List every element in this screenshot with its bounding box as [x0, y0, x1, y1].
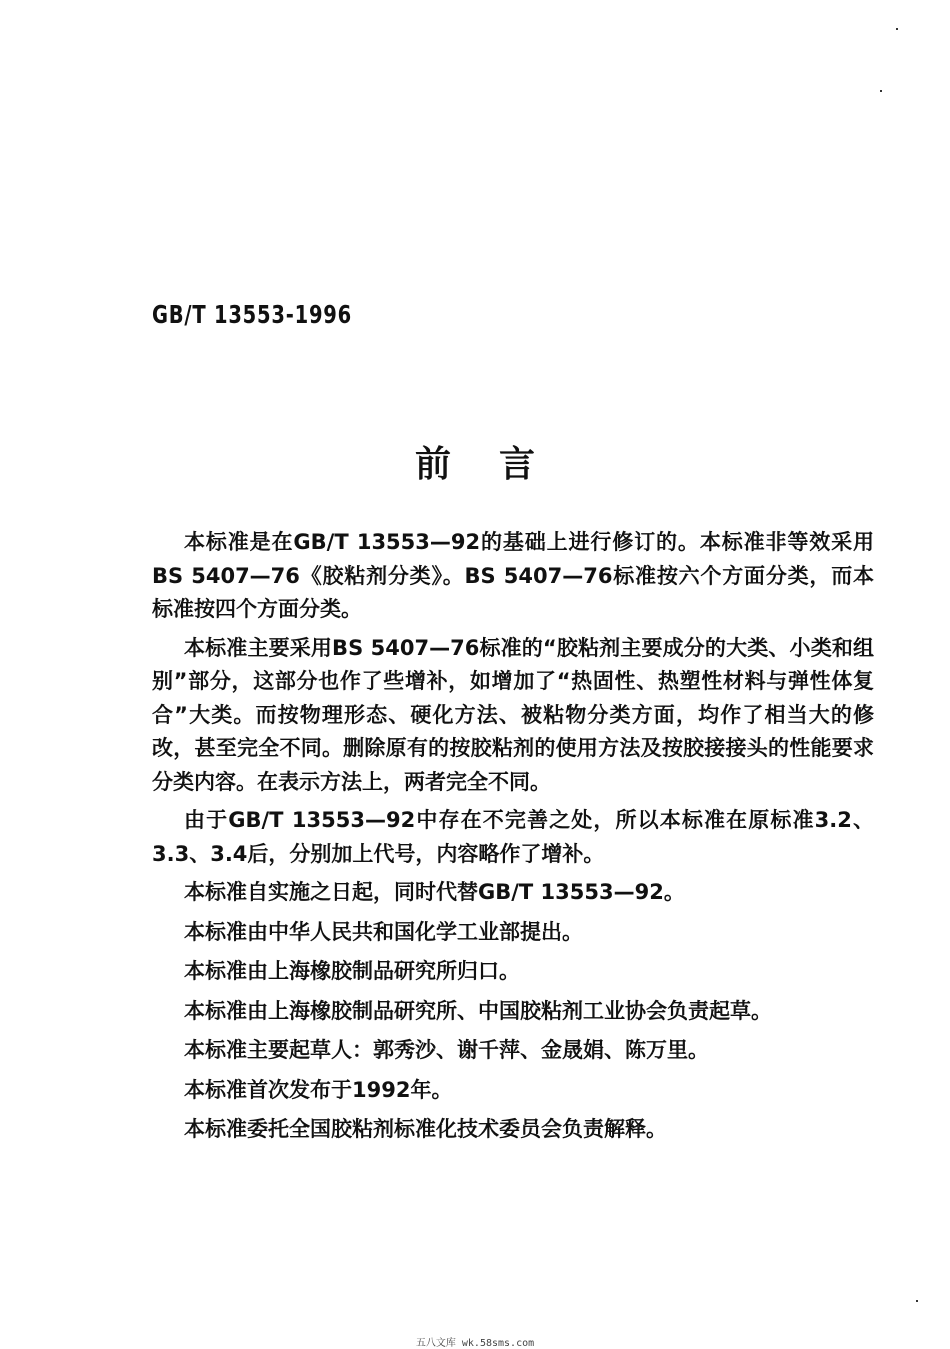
scan-speck	[916, 1300, 918, 1302]
page-title: 前言	[414, 444, 583, 485]
standard-code: GB/T 13553-1996	[152, 300, 352, 329]
paragraph: 本标准自实施之日起，同时代替GB/T 13553—92。	[184, 880, 685, 904]
paragraph: 由于GB/T 13553—92中存在不完善之处，所以本标准在原标准3.2、3.3、3.4后，分别加上代号，内容略作了增补。	[152, 808, 874, 866]
paragraph: 本标准是在GB/T 13553—92的基础上进行修订的。本标准非等效采用BS 5407—76《胶粘剂分类》。BS 5407—76标准按六个方面分类，而本标准按四个方面分类。	[152, 530, 874, 621]
preface-body	[152, 526, 874, 1153]
paragraph: 本标准首次发布于1992年。	[184, 1077, 453, 1102]
paragraph: 本标准由上海橡胶制品研究所、中国胶粘剂工业协会负责起草。	[184, 998, 772, 1023]
scan-speck	[880, 90, 882, 92]
paragraph: 本标准委托全国胶粘剂标准化技术委员会负责解释。	[184, 1117, 667, 1141]
watermark: 五八文库 wk.58sms.com	[415, 1338, 535, 1349]
paragraph: 本标准主要采用BS 5407—76标准的“胶粘剂主要成分的大类、小类和组别”部分，这部分也作了些增补，如增加了“热固性、热塑性材料与弹性体复合”大类。而按物理形态、硬化方法、被粘物分类方面，均作了相当大的修改，甚至完全不同。删除原有的按胶粘剂的使用方法及按胶接接头的性能要求分类内容。在表示方法上，两者完全不同。	[152, 635, 874, 794]
paragraph: 本标准由中华人民共和国化学工业部提出。	[184, 919, 583, 944]
paragraph: 本标准由上海橡胶制品研究所归口。	[184, 959, 520, 983]
scan-speck	[896, 28, 898, 30]
paragraph: 本标准主要起草人：郭秀沙、谢千萍、金晟娟、陈万里。	[184, 1038, 709, 1062]
